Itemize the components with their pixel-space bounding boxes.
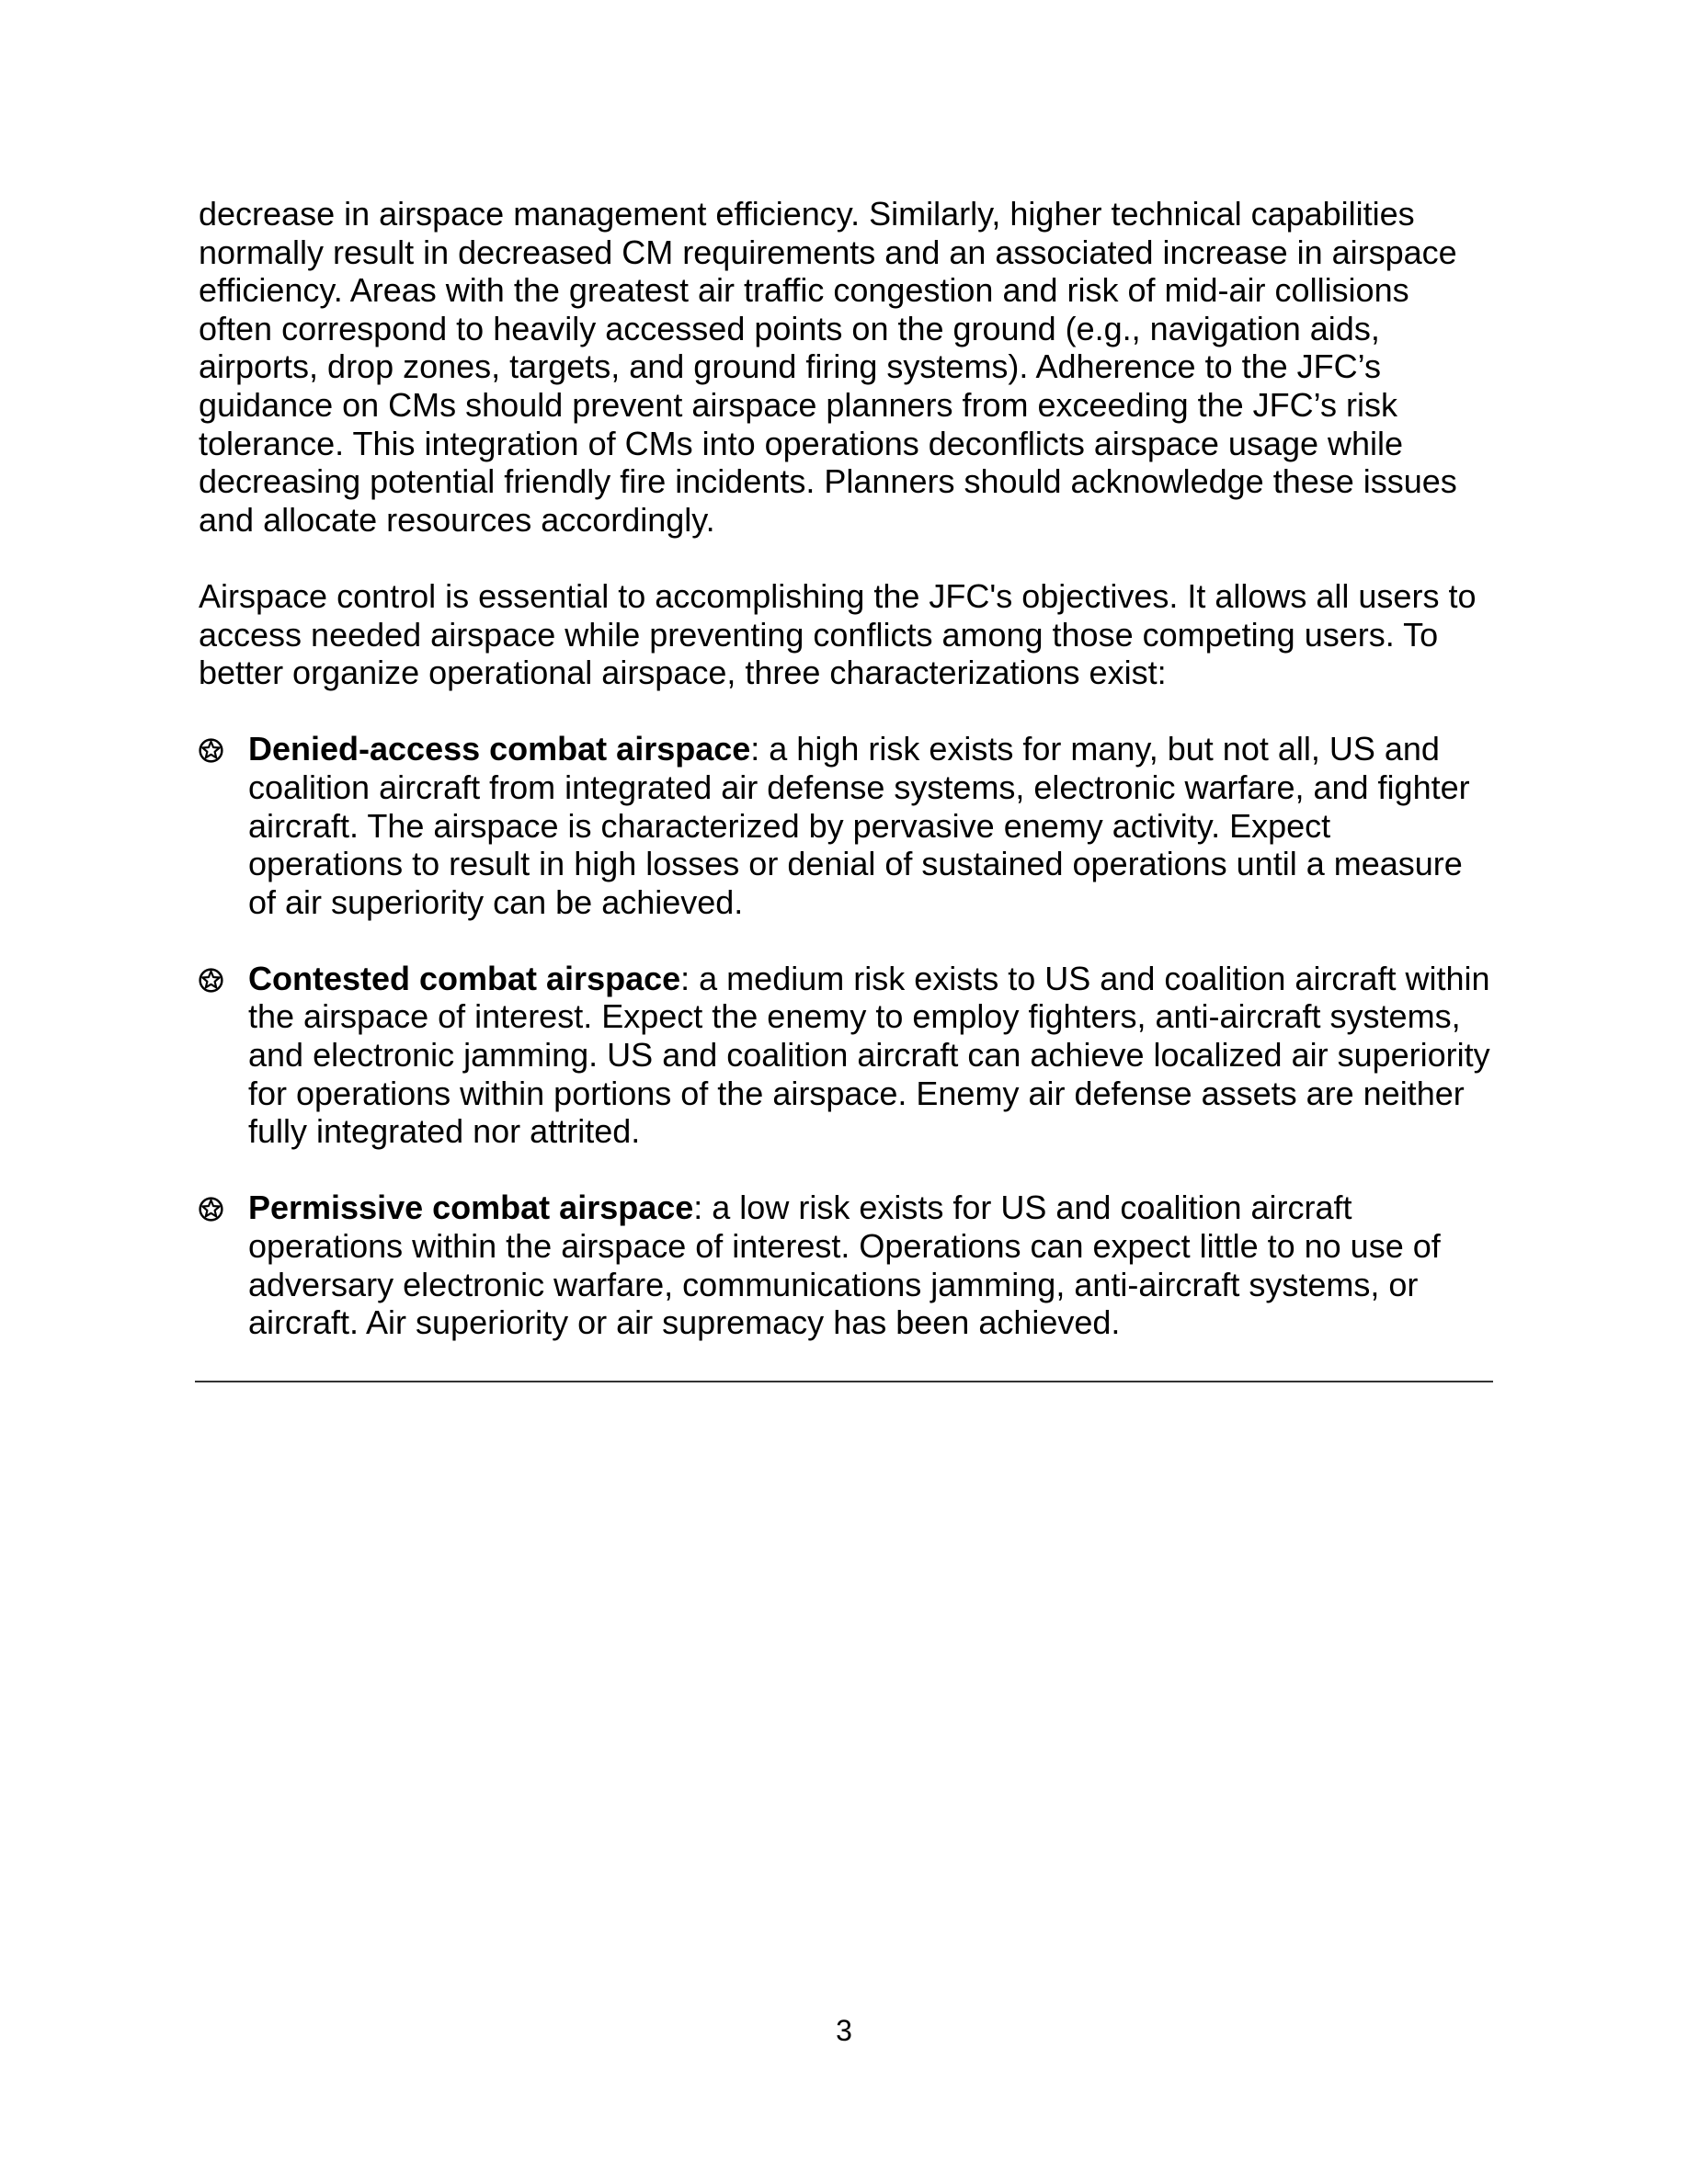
list-item-contested bbox=[199, 960, 1493, 1151]
circled-star-icon bbox=[199, 968, 223, 993]
list-item-permissive bbox=[199, 1189, 1493, 1341]
paragraph-airspace-control: Airspace control is essential to accomplishing the JFC's objectives. It allows all users to access needed airspace while preventing conflicts among those competing users. To better organize operational airspace, three characterizations exist: bbox=[199, 576, 1477, 692]
paragraph-airspace-efficiency: decrease in airspace management efficiency. Similarly, higher technical capabilities normally result in decreased CM requirements and an associated increase in airspace efficiency. Areas with the greatest air traffic congestion and risk of mid-air collisions often correspond to heavily accessed points on the ground (e.g., navigation aids, airports, drop zones, targets, and ground firing systems). Adherence to the JFC’s guidance on CMs should prevent airspace planners from exceeding the JFC’s risk tolerance. This integration of CMs into operations deconflicts airspace usage while decreasing potential friendly fire incidents. Planners should acknowledge these issues and allocate resources accordingly. bbox=[199, 195, 1457, 539]
circled-star-icon bbox=[199, 738, 223, 763]
section-divider bbox=[195, 1381, 1493, 1382]
list-item-denied-access bbox=[199, 730, 1493, 921]
circled-star-icon bbox=[199, 1197, 223, 1222]
bullet-description: : a low risk exists for US and coalition aircraft operations within the airspace of interest. Operations can expect little to no use of adversary electronic warfare, communications jamming, anti-aircraft systems, or aircraft. Air superiority or air supremacy has been achieved. bbox=[248, 1189, 1441, 1342]
bullet-description: : a high risk exists for many, but not all, US and coalition aircraft from integrated air defense systems, electronic warfare, and fighter aircraft. The airspace is characterized by pervasive enemy activity. Expect operations to result in high losses or denial of sustained operations until a measure of air superiority can be achieved. bbox=[248, 730, 1470, 921]
page-body bbox=[199, 195, 1493, 1380]
bullet-description: : a medium risk exists to US and coalition aircraft within the airspace of interest. Expect the enemy to employ fighters, anti-aircraft systems, and electronic jamming. US and coalition aircraft can achieve localized air superiority for operations within portions of the airspace. Enemy air defense assets are neither fully integrated nor attrited. bbox=[248, 959, 1490, 1151]
airspace-characterization-list bbox=[199, 730, 1493, 1342]
bullet-term: Denied-access combat airspace bbox=[248, 730, 751, 768]
bullet-term: Contested combat airspace bbox=[248, 959, 681, 997]
page-number: 3 bbox=[836, 2014, 852, 2047]
bullet-term: Permissive combat airspace bbox=[248, 1189, 694, 1227]
